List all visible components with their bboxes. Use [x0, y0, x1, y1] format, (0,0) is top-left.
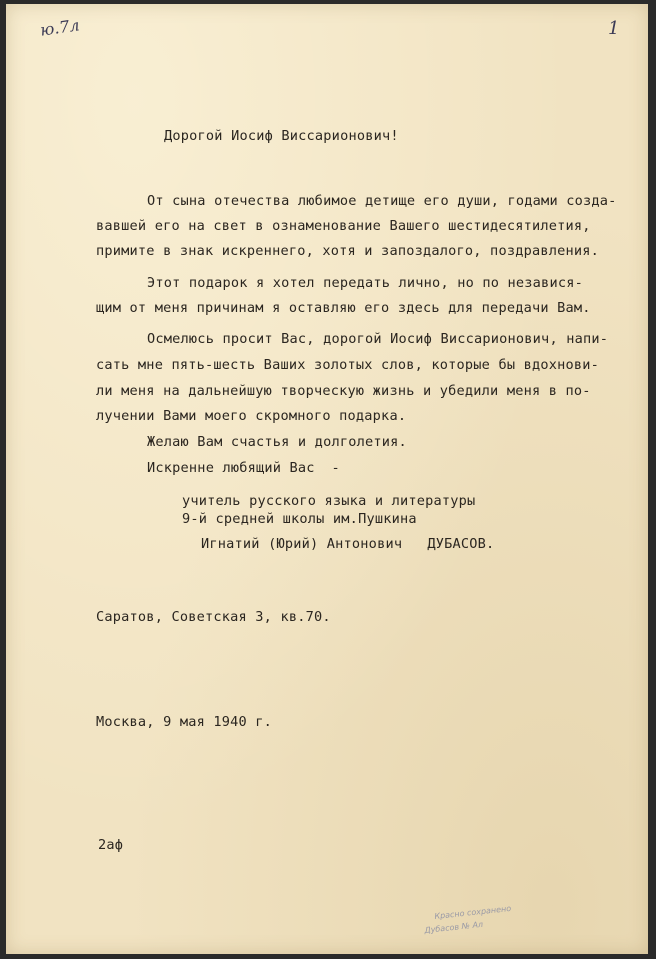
- body-line-8: ли меня на дальнейшую творческую жизнь и убедили меня в по-: [96, 383, 591, 399]
- archive-stamp-line-2: Дубасов № Ал: [424, 919, 484, 935]
- body-line-2: вавшей его на свет в ознаменование Вашего шестидесятилетия,: [96, 218, 591, 234]
- body-line-5: щим от меня причинам я оставляю его здесь для передачи Вам.: [96, 300, 591, 316]
- body-line-4: Этот подарок я хотел передать лично, но по независя-: [147, 275, 583, 291]
- signature-school: 9-й средней школы им.Пушкина: [182, 511, 417, 527]
- body-line-1: От сына отечества любимое детище его души, годами созда-: [147, 193, 617, 209]
- archive-stamp-line-1: Красно сохранено: [434, 903, 512, 921]
- place-date: Москва, 9 мая 1940 г.: [96, 714, 273, 730]
- signature-name: Игнатий (Юрий) Антонович ДУБАСОВ.: [201, 536, 495, 552]
- letter-page: [6, 4, 648, 954]
- body-line-3: примите в знак искреннего, хотя и запоздалого, поздравления.: [96, 243, 600, 259]
- body-line-11: Искренне любящий Вас -: [147, 460, 340, 476]
- footer-code: 2аф: [98, 837, 124, 853]
- sender-address: Саратов, Советская 3, кв.70.: [96, 609, 331, 625]
- body-line-10: Желаю Вам счастья и долголетия.: [147, 434, 407, 450]
- salutation: Дорогой Иосиф Виссарионович!: [164, 128, 399, 144]
- page-number-note: 1: [608, 18, 620, 39]
- body-line-7: сать мне пять-шесть Ваших золотых слов, которые бы вдохнови-: [96, 357, 600, 373]
- signature-position: учитель русского языка и литературы: [182, 493, 476, 509]
- margin-note-top-left: ю.7л: [38, 15, 81, 40]
- body-line-6: Осмелюсь просит Вас, дорогой Иосиф Виссарионович, напи-: [147, 331, 609, 347]
- body-line-9: лучении Вами моего скромного подарка.: [96, 408, 407, 424]
